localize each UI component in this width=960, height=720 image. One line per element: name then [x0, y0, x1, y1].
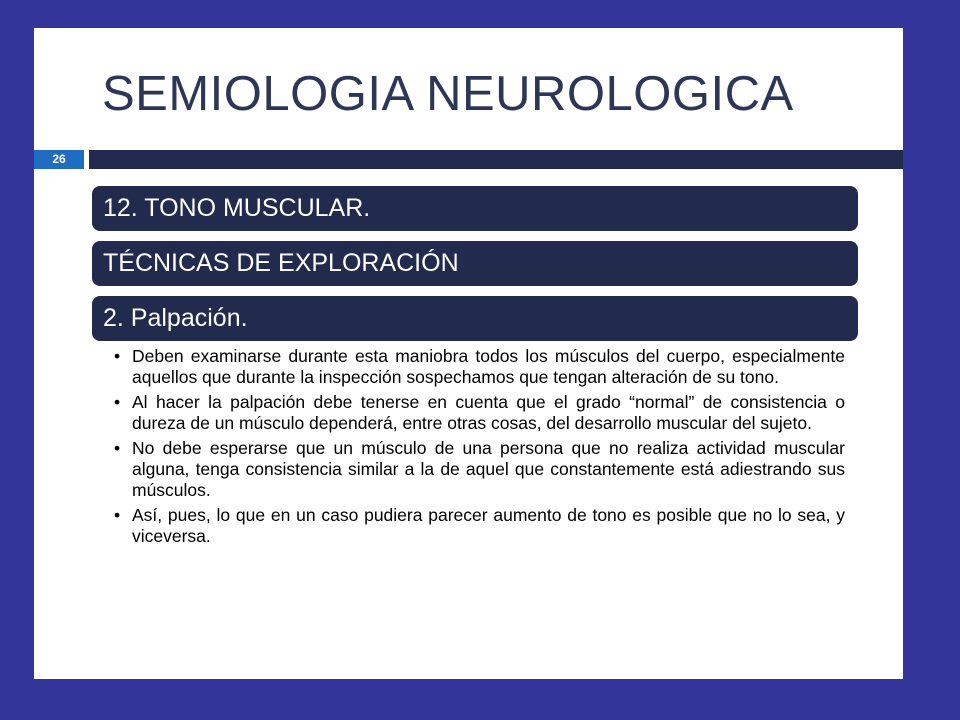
bullet-icon: • — [114, 346, 121, 366]
section-header-tono-muscular: 12. TONO MUSCULAR. — [92, 186, 858, 231]
list-item — [114, 392, 845, 434]
bullet-text: Deben examinarse durante esta maniobra todos los músculos del cuerpo, especialmente aquellos que durante la inspección sospechamos que tengan alteración de su tono. — [132, 346, 845, 387]
slide — [34, 28, 903, 679]
slide-title: SEMIOLOGIA NEUROLOGICA — [102, 67, 794, 121]
page-number-badge: 26 — [34, 150, 84, 169]
title-rule-bar — [89, 150, 903, 169]
bullet-list — [114, 346, 845, 551]
section-header-palpacion: 2. Palpación. — [92, 296, 858, 341]
bullet-icon: • — [114, 392, 121, 412]
list-item — [114, 346, 845, 388]
list-item — [114, 438, 845, 501]
list-item — [114, 505, 845, 547]
bullet-text: Así, pues, lo que en un caso pudiera parecer aumento de tono es posible que no lo sea, y viceversa. — [132, 505, 845, 546]
section-header-tecnicas: TÉCNICAS DE EXPLORACIÓN — [92, 241, 858, 286]
bullet-icon: • — [114, 505, 121, 525]
bullet-icon: • — [114, 438, 121, 458]
bullet-text: Al hacer la palpación debe tenerse en cuenta que el grado “normal” de consistencia o dureza de un músculo dependerá, entre otras cosas, del desarrollo muscular del sujeto. — [132, 392, 845, 433]
bullet-text: No debe esperarse que un músculo de una persona que no realiza actividad muscular alguna, tenga consistencia similar a la de aquel que constantemente está adiestrando sus músculos. — [132, 438, 845, 500]
